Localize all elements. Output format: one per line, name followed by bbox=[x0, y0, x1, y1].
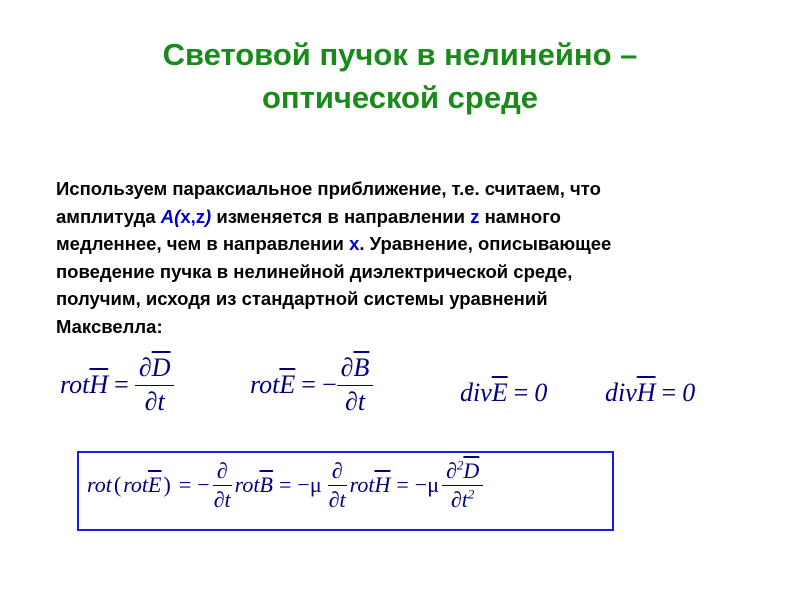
equals-sign: = bbox=[114, 370, 129, 399]
zero: 0 bbox=[682, 378, 696, 407]
numerator bbox=[135, 352, 175, 386]
partial-symbol: ∂ bbox=[331, 458, 343, 483]
minus-sign: − bbox=[414, 472, 428, 497]
fraction bbox=[135, 352, 175, 418]
text-fragment: изменяется в направлении bbox=[211, 205, 471, 227]
numerator bbox=[337, 352, 374, 386]
rot-operator: rot bbox=[349, 472, 375, 497]
paragraph-line-2 bbox=[56, 203, 736, 231]
text-fragment: амплитуда bbox=[56, 205, 161, 227]
equals-sign: = bbox=[301, 370, 316, 399]
rot-operator: rot bbox=[123, 472, 149, 497]
equals-sign: = bbox=[513, 378, 529, 407]
fraction bbox=[210, 457, 235, 513]
text-fragment: . Уравнение, описывающее bbox=[359, 233, 612, 254]
rot-operator: rot bbox=[234, 472, 260, 497]
mu-symbol: μ bbox=[427, 472, 440, 497]
rot-operator: rot bbox=[60, 370, 90, 399]
slide-title bbox=[0, 33, 800, 119]
div-operator: div bbox=[460, 378, 492, 407]
t-variable: t bbox=[339, 486, 346, 512]
paragraph-line-4: поведение пучка в нелинейной диэлектрической среде, bbox=[56, 260, 573, 282]
equals-sign: = bbox=[178, 472, 192, 497]
numerator bbox=[328, 457, 347, 486]
paragraph-line-6: Максвелла: bbox=[56, 315, 163, 337]
minus-sign: − bbox=[197, 472, 210, 497]
denominator bbox=[325, 486, 350, 514]
partial-symbol: ∂ bbox=[340, 353, 354, 382]
partial-symbol: ∂ bbox=[328, 486, 340, 512]
z-variable: z bbox=[470, 205, 480, 227]
amplitude-args: x,z bbox=[180, 205, 206, 227]
t-variable: t bbox=[224, 486, 231, 512]
partial-symbol: ∂ bbox=[138, 353, 152, 382]
wave-equation-box bbox=[77, 451, 614, 531]
h-vector: $\overline{H}$ bbox=[636, 378, 656, 407]
paragraph-line-3 bbox=[56, 230, 736, 258]
rot-operator: rot bbox=[87, 472, 112, 497]
e-vector: $\overline{E}$ bbox=[491, 378, 508, 407]
partial-symbol: ∂ bbox=[344, 386, 358, 416]
e-vector: $\overline{E}$ bbox=[279, 370, 296, 399]
b-vector: $\overline{B}$ bbox=[259, 472, 273, 497]
denominator bbox=[447, 486, 479, 514]
equation-rot-h bbox=[60, 352, 174, 418]
denominator bbox=[341, 386, 369, 419]
d-vector: $\overline{D}$ bbox=[463, 458, 480, 483]
fraction bbox=[442, 457, 483, 513]
equals-sign: = bbox=[396, 472, 409, 497]
partial-symbol: ∂ bbox=[446, 458, 457, 483]
minus-sign: − bbox=[297, 472, 310, 497]
numerator bbox=[442, 457, 483, 486]
body-paragraph bbox=[56, 175, 736, 340]
text-fragment: намного bbox=[479, 205, 561, 227]
minus-sign: − bbox=[321, 370, 337, 399]
numerator bbox=[213, 457, 232, 486]
exponent-two: 2 bbox=[467, 486, 475, 502]
paragraph-line-5: получим, исходя из стандартной системы уравнений bbox=[56, 288, 548, 309]
partial-symbol: ∂ bbox=[216, 458, 228, 483]
d-vector: $\overline{D}$ bbox=[151, 353, 171, 382]
title-line-2: оптической среде bbox=[261, 80, 539, 115]
equation-div-e bbox=[460, 378, 547, 408]
partial-symbol: ∂ bbox=[450, 486, 462, 512]
partial-symbol: ∂ bbox=[213, 486, 225, 512]
equation-rot-e bbox=[250, 352, 373, 418]
title-line-1: Световой пучок в нелинейно – bbox=[162, 37, 638, 72]
denominator bbox=[141, 386, 169, 419]
equals-sign: = bbox=[278, 472, 292, 497]
wave-equation bbox=[87, 457, 483, 513]
right-paren: ) bbox=[163, 472, 171, 497]
exponent-two: 2 bbox=[456, 457, 464, 473]
t-variable: t bbox=[461, 486, 468, 512]
fraction bbox=[337, 352, 374, 418]
rot-operator: rot bbox=[250, 370, 280, 399]
equals-sign: = bbox=[661, 378, 677, 407]
amplitude-symbol: А( bbox=[160, 205, 181, 227]
h-vector: $\overline{H}$ bbox=[89, 370, 109, 399]
t-variable: t bbox=[357, 386, 366, 416]
text-fragment: медленнее, чем в направлении bbox=[56, 233, 350, 254]
zero: 0 bbox=[534, 378, 548, 407]
div-operator: div bbox=[605, 378, 637, 407]
partial-symbol: ∂ bbox=[144, 386, 158, 416]
equation-div-h bbox=[605, 378, 695, 408]
b-vector: $\overline{B}$ bbox=[353, 353, 370, 382]
fraction bbox=[325, 457, 350, 513]
amplitude-close: ) bbox=[205, 205, 212, 227]
x-variable: x bbox=[349, 233, 360, 254]
denominator bbox=[210, 486, 235, 514]
paragraph-line-1: Используем параксиальное приближение, т.е. считаем, что bbox=[56, 178, 601, 199]
mu-symbol: μ bbox=[309, 472, 322, 497]
t-variable: t bbox=[157, 386, 165, 416]
left-paren: ( bbox=[113, 472, 122, 497]
e-vector: $\overline{E}$ bbox=[148, 472, 162, 497]
h-vector: $\overline{H}$ bbox=[374, 472, 391, 497]
